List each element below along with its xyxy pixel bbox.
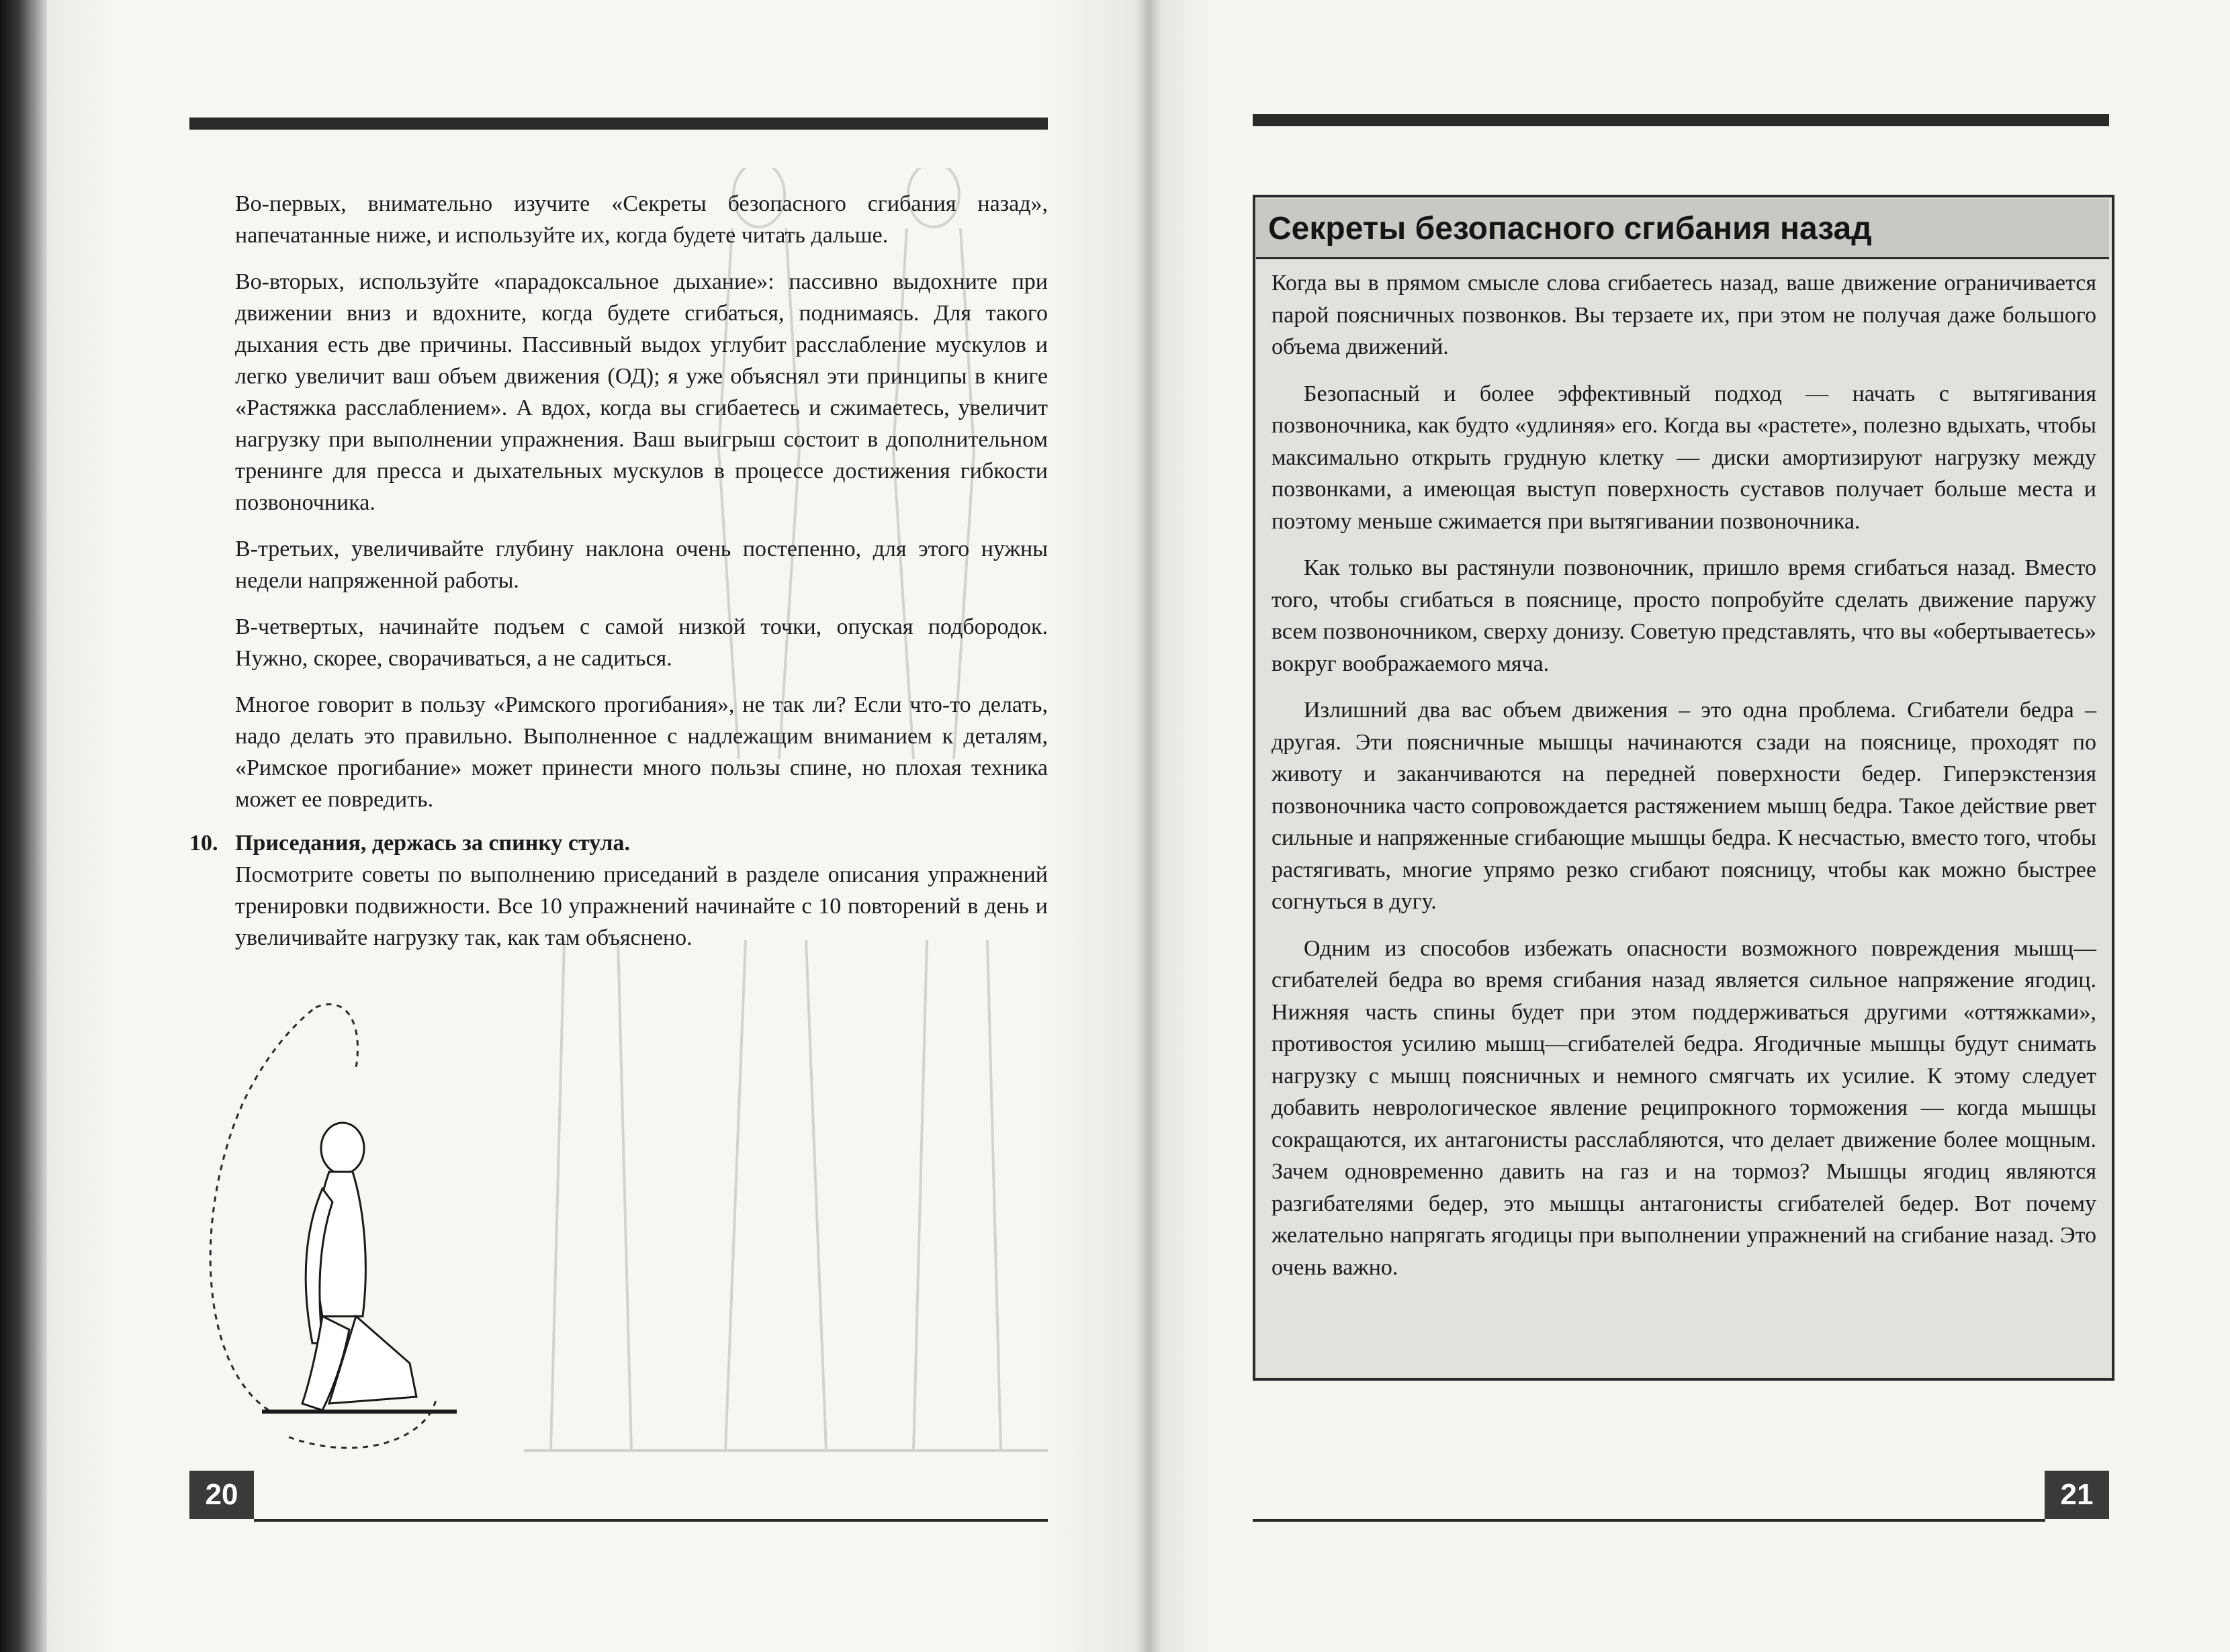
- paragraph: В-четвертых, начинайте подъем с самой низкой точки, опуская подбородок. Нужно, скорее, сворачиваться, а не садиться.: [235, 614, 1048, 671]
- right-bottom-rule: [1253, 1519, 2045, 1522]
- exercise-item-10: [189, 827, 1048, 954]
- paragraph: Во-первых, внимательно изучите «Секреты безопасного сгибания назад», напечатанные ниже, и используйте их, когда будете читать дальше.: [235, 191, 1048, 248]
- show-through-skeletons: [524, 873, 1048, 1477]
- kneeling-backbend-illustration: [188, 967, 470, 1464]
- left-top-rule: [189, 118, 1048, 130]
- paragraph: Безопасный и более эффективный подход — начать с вытягивания позвоночника, как будто «удлиняя» его. Когда вы «растете», полезно вдыхать, чтобы максимально открыть грудную клетку — диски амортизируют нагрузку между позвонками, а имеющая выступ поверхность суставов получает больше места и поэтому меньше сжимается при вытягивании позвоночника.: [1272, 381, 2096, 534]
- page-number-left: 20: [189, 1471, 254, 1519]
- paragraph: В-третьих, увеличивайте глубину наклона очень постепенно, для этого нужны недели напряженной работы.: [235, 537, 1048, 593]
- paragraph: Излишний два вас объем движения – это одна проблема. Сгибатели бедра – другая. Эти поясничные мышцы начинаются сзади на пояснице, проходят по животу и заканчиваются на передней поверхности бедер. Гиперэкстензия позвоночника часто сопровождается растяжением мышц бедра. Такое действие рвет сильные и напряженные сгибающие мышцы бедра. К несчастью, вместо того, чтобы растягивать, многие упрямо резко сгибают поясницу, чтобы как можно быстрее согнуться в дугу.: [1272, 698, 2096, 914]
- left-body-text: [235, 188, 1048, 830]
- box-title: Секреты безопасного сгибания назад: [1256, 199, 2109, 259]
- page-number-right: 21: [2045, 1471, 2109, 1519]
- paragraph: Как только вы растянули позвоночник, пришло время сгибаться назад. Вместо того, чтобы сгибаться в пояснице, просто попробуйте сделать движение паружу всем позвоночником, сверху донизу. Советую представлять, что вы «обертываетесь» вокруг воображаемого мяча.: [1272, 555, 2096, 676]
- right-top-rule: [1253, 114, 2109, 126]
- paragraph: Когда вы в прямом смысле слова сгибаетесь назад, ваше движение ограничивается парой поясничных позвонков. Вы терзаете их, при этом не получая даже большого объема движений.: [1272, 271, 2096, 359]
- item-number: 10.: [189, 831, 218, 856]
- left-bottom-rule: [254, 1519, 1048, 1522]
- paragraph: Одним из способов избежать опасности возможного повреждения мышц—сгибателей бедра во время сгибания назад является сильное напряжение ягодиц. Нижняя часть спины будет при этом поддерживаться другими «оттяжками», противостоя усилию мышц—сгибателей бедра. Ягодичные мышцы будут снимать нагрузку с мышц поясничных и немного смягчать их усилие. К этому следует добавить неврологическое явление реципрокного торможения — когда мышцы сокращаются, их антагонисты расслабляются, что делает движение более мощным. Зачем одновременно давить на газ и на тормоз? Мышцы ягодиц являются разгибателями бедер, это мышцы антагонисты сгибателей бедер. Вот почему желательно напрягать ягодицы при выполнении упражнений на сгибание назад. Это очень важно.: [1272, 935, 2096, 1280]
- box-body-text: [1272, 267, 2096, 1298]
- paragraph: Во-вторых, используйте «парадоксальное дыхание»: пассивно выдохните при движении вниз и вдохните, когда будете сгибаться, поднимаясь. Для такого дыхания есть две причины. Пассивный выдох углубит расслабление мускулов и легко увеличит ваш объем движения (ОД); я уже объяснял эти принципы в книге «Растяжка расслаблением». А вдох, когда вы сгибаетесь и сжимаетесь, увеличит нагрузку при выполнении упражнения. Ваш выигрыш состоит в дополнительном тренинге для пресса и дыхательных мускулов в процессе достижения гибкости позвоночника.: [235, 269, 1048, 515]
- book-gutter: [1135, 0, 1162, 1652]
- book-edge: [0, 0, 47, 1652]
- item-text: Посмотрите советы по выполнению приседаний в разделе описания упражнений тренировки подвижности. Все 10 упражнений начинайте с 10 повторений в день и увеличивайте нагрузку так, как там объяснено.: [235, 862, 1048, 950]
- item-heading: Приседания, держась за спинку стула.: [235, 831, 630, 856]
- paragraph: Многое говорит в пользу «Римского прогибания», не так ли? Если что-то делать, надо делать это правильно. Выполненное с надлежащим вниманием к деталям, «Римское прогибание» может принести много пользы спине, но плохая техника может ее повредить.: [235, 692, 1048, 812]
